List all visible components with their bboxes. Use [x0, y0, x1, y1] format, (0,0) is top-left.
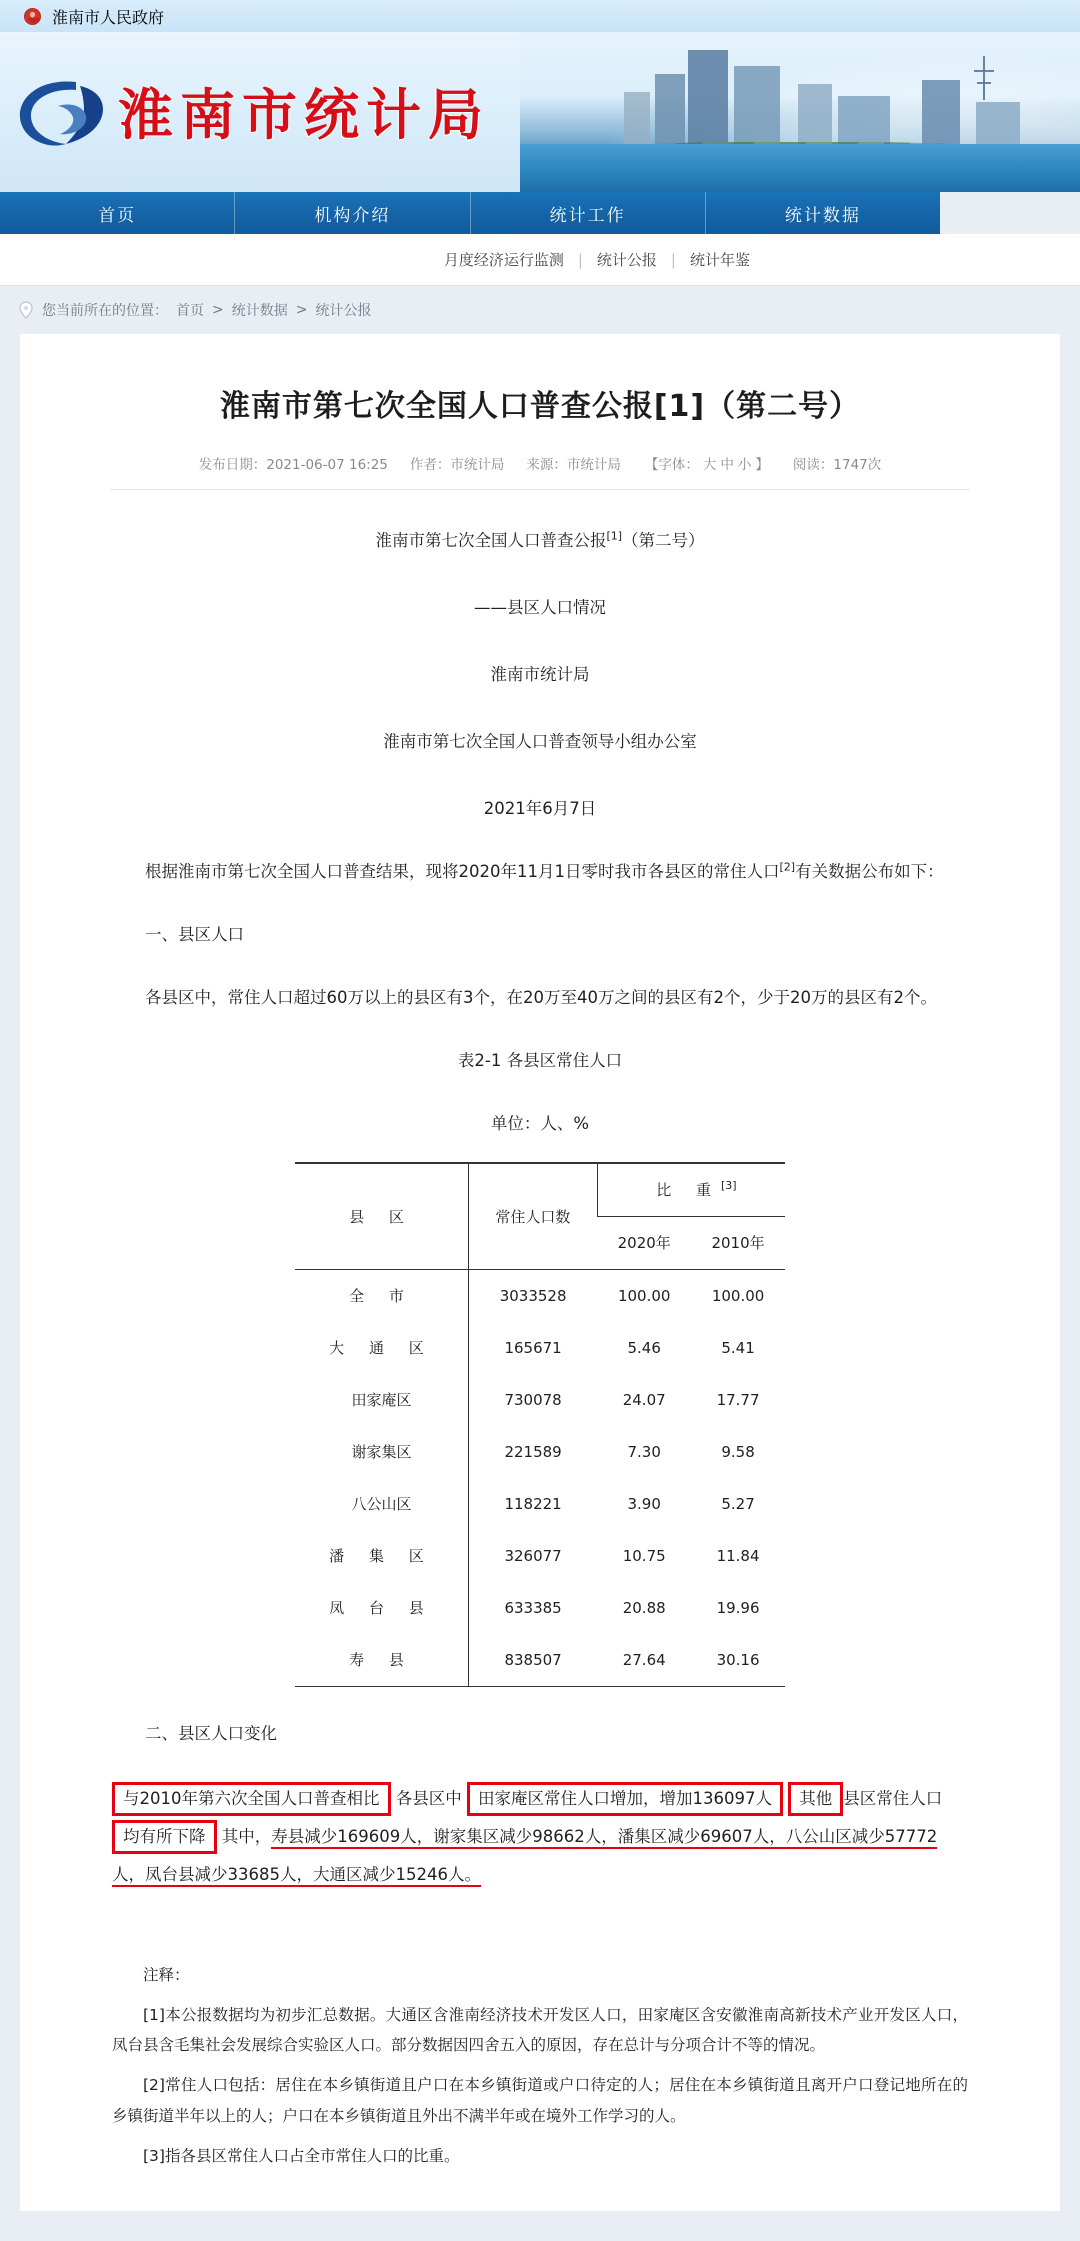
doc-heading — [112, 524, 968, 557]
footnotes — [112, 1960, 968, 2171]
cell-share-2020: 7.30 — [627, 1443, 661, 1461]
table-header-row-1 — [295, 1163, 785, 1217]
table-row — [295, 1582, 785, 1634]
nav-item-home[interactable]: 首页 — [0, 192, 235, 234]
page-bottom-spacer — [0, 2211, 1080, 2241]
source — [526, 453, 621, 473]
cell-share-2010: 5.27 — [721, 1495, 755, 1513]
cell-share-2020: 27.64 — [597, 1634, 691, 1687]
th-share-group — [597, 1163, 785, 1217]
publish-date-label: 发布日期： — [198, 457, 267, 473]
th-share-footnote-ref: [3] — [720, 1179, 737, 1192]
cell-region: 谢家集区 — [351, 1443, 412, 1461]
section-1-text: 各县区中，常住人口超过60万以上的县区有3个，在20万至40万之间的县区有2个，少于20万的县区有2个。 — [145, 988, 937, 1007]
nav-item-data[interactable]: 统计数据 — [784, 205, 861, 226]
cell-share-2010: 5.41 — [721, 1339, 755, 1357]
breadcrumb-item-data[interactable]: 统计数据 — [231, 303, 288, 319]
gov-bar-label: 淮南市人民政府 — [52, 7, 165, 27]
author-label: 作者： — [409, 457, 451, 473]
subnav-item-yearbook[interactable]: 统计年鉴 — [689, 251, 750, 269]
cell-share-2020: 24.07 — [622, 1391, 666, 1409]
breadcrumb-item-home[interactable]: 首页 — [176, 303, 204, 319]
issue-date: 2021年6月7日 — [483, 799, 597, 818]
cell-share-2020: 5.46 — [627, 1339, 661, 1357]
change-text-3: 其中， — [221, 1826, 272, 1846]
breadcrumb-item-bulletin[interactable]: 统计公报 — [315, 303, 372, 319]
th-share-2020: 2020年 — [617, 1234, 671, 1252]
th-region: 县 区 — [295, 1163, 468, 1270]
subnav-item-bulletin[interactable]: 统计公报 — [596, 251, 657, 269]
underline-decline-details: 寿县减少169609人，谢家集区减少98662人，潘集区减少69607人，八公山区减少57772人，凤台县减少33685人，大通区减少15246人。 — [112, 1827, 937, 1887]
font-size-large[interactable]: 大 — [702, 457, 717, 473]
table-row — [295, 1374, 785, 1426]
cell-share-2010: 11.84 — [716, 1547, 760, 1565]
government-top-bar — [0, 0, 1080, 32]
cell-region: 田家庵区 — [351, 1391, 412, 1409]
gov-emblem-icon — [24, 8, 41, 25]
main-navigation — [0, 192, 940, 234]
issuing-org-1: 淮南市统计局 — [490, 665, 590, 684]
intro-text-b: 有关数据公布如下： — [795, 862, 944, 881]
banner-cityscape — [520, 32, 1080, 192]
table-row — [295, 1634, 785, 1687]
cell-population: 633385 — [468, 1582, 597, 1634]
doc-heading-tail: （第二号） — [622, 531, 705, 550]
breadcrumb-prefix: 您当前所在的位置： — [42, 303, 168, 319]
doc-heading-footnote-ref: [1] — [606, 529, 623, 543]
issuing-org-2: 淮南市第七次全国人口普查领导小组办公室 — [383, 732, 697, 751]
site-logo-text: 淮南市统计局 — [118, 82, 491, 147]
table-body — [295, 1270, 785, 1687]
cell-population: 3033528 — [468, 1270, 597, 1323]
highlight-box-comparison: 与2010年第六次全国人口普查相比 — [112, 1782, 391, 1816]
cell-share-2020: 20.88 — [622, 1599, 666, 1617]
table-row — [295, 1322, 785, 1374]
breadcrumb — [0, 286, 1080, 334]
breadcrumb-separator: > — [295, 302, 308, 318]
page-title: 淮南市第七次全国人口普查公报[1]（第二号） — [219, 389, 861, 424]
section-2-text — [112, 1780, 968, 1894]
table-head — [295, 1163, 785, 1270]
font-switcher-label-close: 】 — [755, 457, 769, 473]
footnote-2: [2]常住人口包括：居住在本乡镇街道且户口在本乡镇街道或户口待定的人；居住在本乡镇街道且离开户口登记地所在的乡镇街道半年以上的人；户口在本乡镇街道且外出不满半年或在境外工作学习的人。 — [112, 2076, 968, 2125]
table-caption: 表2-1 各县区常住人口 — [457, 1051, 623, 1070]
cell-region: 寿 县 — [295, 1634, 468, 1687]
footnotes-title: 注释： — [143, 1965, 190, 1984]
site-logo[interactable] — [14, 72, 490, 158]
author — [410, 453, 505, 473]
nav-item-about[interactable]: 机构介绍 — [235, 192, 470, 234]
cell-population: 118221 — [468, 1478, 597, 1530]
cell-share-2010: 100.00 — [691, 1270, 785, 1323]
cell-share-2010: 19.96 — [716, 1599, 760, 1617]
author-value: 市统计局 — [450, 457, 505, 473]
sub-navigation — [0, 234, 1080, 286]
source-value: 市统计局 — [566, 457, 621, 473]
cell-share-2020: 10.75 — [622, 1547, 666, 1565]
font-size-medium[interactable]: 中 — [720, 457, 734, 473]
view-count — [793, 453, 881, 473]
publish-date-value: 2021-06-07 16:25 — [266, 457, 388, 473]
cell-region: 潘 集 区 — [329, 1547, 434, 1565]
cell-region: 凤 台 县 — [329, 1599, 434, 1617]
publish-date — [199, 453, 388, 473]
cell-region: 八公山区 — [351, 1495, 412, 1513]
cell-region: 大 通 区 — [329, 1339, 434, 1357]
font-switcher-label-open: 【字体： — [644, 457, 699, 473]
cell-population: 165671 — [468, 1322, 597, 1374]
footnote-1: [1]本公报数据均为初步汇总数据。大通区含淮南经济技术开发区人口，田家庵区含安徽淮南高新技术产业开发区人口，凤台县含毛集社会发展综合实验区人口。部分数据因四舍五入的原因，存在总计与分项合计不等的情况。 — [112, 2006, 968, 2055]
table-row — [295, 1270, 785, 1323]
cell-region: 全 市 — [295, 1270, 468, 1323]
highlight-box-others: 其他 — [788, 1782, 843, 1816]
change-text-2: 县区常住人口 — [843, 1789, 943, 1808]
cell-share-2010: 17.77 — [716, 1391, 760, 1409]
table-unit: 单位：人、% — [490, 1114, 590, 1133]
cell-population: 326077 — [468, 1530, 597, 1582]
subnav-separator: | — [577, 250, 583, 269]
subnav-separator: | — [670, 250, 676, 269]
cell-share-2010: 9.58 — [721, 1443, 755, 1461]
breadcrumb-separator: > — [212, 302, 224, 318]
footnote-3: [3]指各县区常住人口占全市常住人口的比重。 — [143, 2146, 460, 2165]
site-banner — [0, 32, 1080, 192]
cell-population: 221589 — [468, 1426, 597, 1478]
view-count-label: 阅读： — [792, 457, 834, 473]
source-label: 来源： — [526, 457, 567, 473]
cell-population: 838507 — [468, 1634, 597, 1687]
font-size-small[interactable]: 小 — [737, 457, 752, 473]
cell-share-2020: 3.90 — [627, 1495, 661, 1513]
cell-population: 730078 — [468, 1374, 597, 1426]
view-count-value: 1747次 — [833, 457, 882, 473]
highlight-box-all-declined: 均有所下降 — [112, 1820, 217, 1854]
table-row — [295, 1478, 785, 1530]
huainan-stats-swoosh-logo-icon — [14, 72, 110, 158]
article-meta — [110, 453, 970, 490]
th-share-group-label: 比 重 — [656, 1181, 721, 1199]
table-row — [295, 1426, 785, 1478]
intro-text-a: 根据淮南市第七次全国人口普查结果，现将2020年11月1日零时我市各县区的常住人口 — [145, 862, 780, 881]
table-row — [295, 1530, 785, 1582]
intro-paragraph — [112, 855, 968, 888]
subnav-item-monthly-monitor[interactable]: 月度经济运行监测 — [443, 251, 564, 269]
th-share-2010: 2010年 — [711, 1234, 765, 1252]
article-body — [20, 524, 1060, 2171]
change-text-1: 各县区中 — [395, 1789, 462, 1808]
doc-heading-main: 淮南市第七次全国人口普查公报 — [375, 531, 607, 550]
section-1-title: 一、县区人口 — [145, 925, 244, 944]
location-pin-icon — [18, 301, 34, 319]
highlight-box-tianjiaan-increase: 田家庵区常住人口增加，增加136097人 — [467, 1782, 783, 1816]
cell-share-2010: 30.16 — [691, 1634, 785, 1687]
font-size-switcher — [643, 453, 771, 473]
section-2-title: 二、县区人口变化 — [145, 1724, 277, 1743]
doc-subheading: ——县区人口情况 — [474, 598, 606, 617]
cell-share-2020: 100.00 — [597, 1270, 691, 1323]
intro-footnote-ref: [2] — [779, 860, 796, 874]
nav-item-work[interactable]: 统计工作 — [471, 192, 706, 234]
population-table — [295, 1162, 785, 1687]
th-population: 常住人口数 — [468, 1163, 597, 1270]
